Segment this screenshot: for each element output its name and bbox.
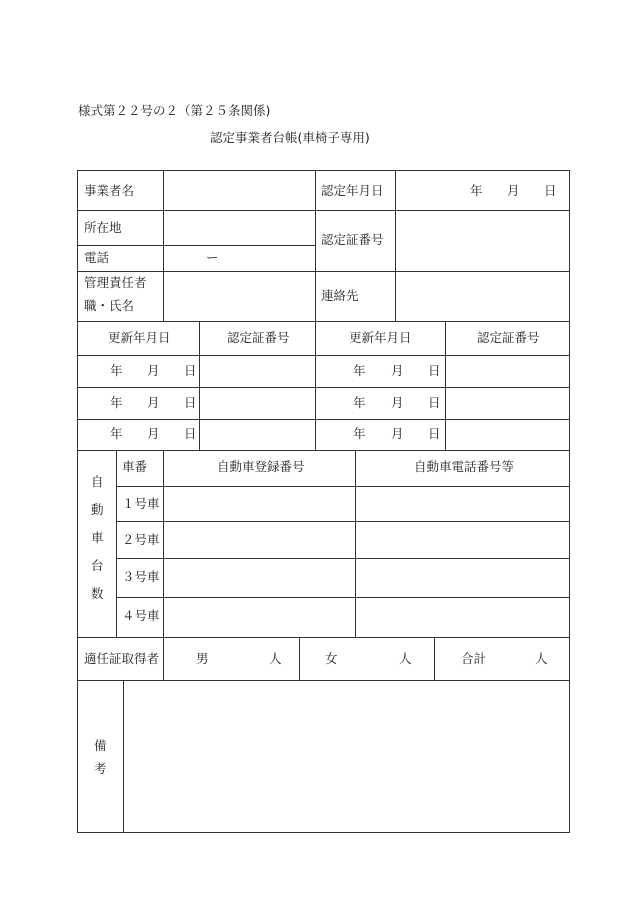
phone-dash: ー [206,250,219,265]
male-label: 男 [196,651,209,666]
vehicle-side-label-3: 車 [91,530,104,545]
male-person-unit: 人 [269,651,282,666]
female-label: 女 [325,651,338,666]
address-label: 所在地 [84,220,122,235]
page-title: 認定事業者台帳(車椅子専用) [210,130,370,145]
vehicle-side-label-4: 台 [91,558,104,573]
car-label-4: ４号車 [122,608,160,623]
contact-label: 連絡先 [321,288,359,303]
vehicle-side-label-5: 数 [91,586,104,601]
car-label-2: ２号車 [122,532,160,547]
renewal-cert-header-1: 認定証番号 [227,330,290,345]
renewal-day: 日 [184,363,197,378]
renewal-day: 日 [428,395,441,410]
renewal-year: 年 [110,395,123,410]
car-label-3: ３号車 [122,569,160,584]
vehicle-side-label-1: 自 [91,474,104,489]
manager-label-line2: 職・氏名 [84,298,135,313]
renewal-year: 年 [110,363,123,378]
renewal-month: 月 [391,395,404,410]
qualified-label: 適任証取得者 [84,651,160,666]
renewal-year: 年 [353,363,366,378]
renewal-date-header-1: 更新年月日 [108,330,171,345]
cert-date-label: 認定年月日 [321,183,384,198]
renewal-date-header-2: 更新年月日 [349,330,412,345]
cert-number-label: 認定証番号 [321,232,384,247]
renewal-month: 月 [147,426,160,441]
renewal-cert-header-2: 認定証番号 [477,330,540,345]
renewal-day: 日 [184,395,197,410]
registration-number-header: 自動車登録番号 [217,459,305,474]
year-unit: 年 [470,183,483,198]
renewal-day: 日 [184,426,197,441]
renewal-month: 月 [147,363,160,378]
renewal-month: 月 [391,363,404,378]
remarks-label-2: 考 [94,761,107,776]
female-person-unit: 人 [399,651,412,666]
renewal-month: 月 [391,426,404,441]
form-number: 様式第２２号の２（第２５条関係) [78,103,271,118]
car-number-header: 車番 [122,459,148,474]
manager-label-line1: 管理責任者 [84,275,147,290]
renewal-day: 日 [428,363,441,378]
vehicle-side-label-2: 動 [91,502,104,517]
total-person-unit: 人 [535,651,548,666]
phone-label: 電話 [84,250,110,265]
renewal-year: 年 [353,395,366,410]
remarks-label-1: 備 [94,738,107,753]
total-label: 合計 [461,651,487,666]
ledger-table [77,170,570,833]
renewal-year: 年 [110,426,123,441]
renewal-month: 月 [147,395,160,410]
business-name-label: 事業者名 [84,183,135,198]
car-label-1: １号車 [122,496,160,511]
vehicle-phone-header: 自動車電話番号等 [414,459,515,474]
day-unit: 日 [544,183,557,198]
renewal-day: 日 [428,426,441,441]
renewal-year: 年 [353,426,366,441]
month-unit: 月 [507,183,520,198]
